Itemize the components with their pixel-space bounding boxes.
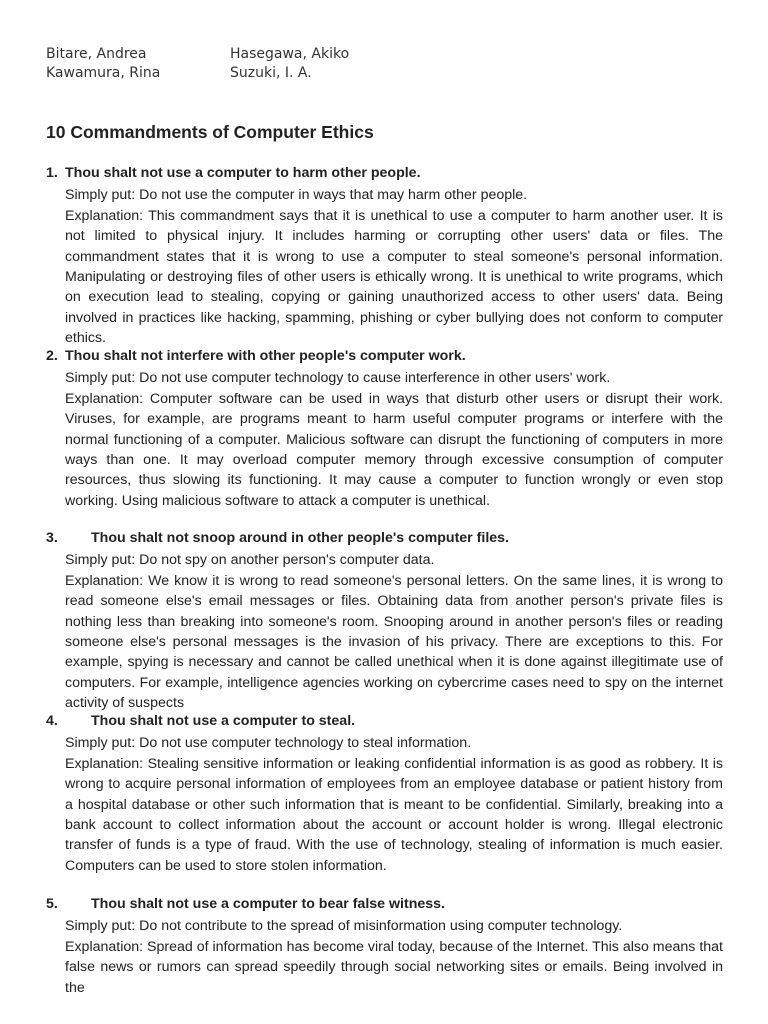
explanation-text: Explanation: We know it is wrong to read someone's personal letters. On the same lines, it is wrong to read someone else's email messages or files. Obtaining data from another person's private files is nothing less than breaking into someone's room. Snooping around in another person's files or reading someone else's personal messages is the invasion of his privacy. There are exceptions to this. For example, spying is necessary and cannot be called unethical when it is done against illegitimate use of computers. For example, intelligence agencies working on cybercrime cases need to spy on the internet activity of suspects — [65, 572, 723, 712]
commandment-number: 1. — [46, 165, 58, 181]
commandment-number: 2. — [46, 348, 58, 364]
simply-put-text: Simply put: Do not use computer technology to cause interference in other users' work. — [65, 370, 611, 387]
explanation-text: Explanation: Spread of information has become viral today, because of the Internet. This also means that false news or rumors can spread speedily through social networking sites or emails. Being involved in the — [65, 938, 723, 996]
author-row — [46, 45, 349, 64]
simply-put-text: Simply put: Do not use the computer in ways that may harm other people. — [65, 187, 528, 204]
commandment-5 — [46, 894, 723, 998]
commandment-number: 3. — [46, 530, 58, 546]
commandment-number: 5. — [46, 896, 58, 912]
explanation-text: Explanation: This commandment says that it is unethical to use a computer to harm another user. It is not limited to physical injury. It includes harming or corrupting other users' data or files. The commandment states that it is wrong to use a computer to steal someone's personal information. Manipulating or destroying files of other users is ethically wrong. It is unethical to write programs, which on execution lead to stealing, copying or gaining unauthorized access to other users' data. Being involved in practices like hacking, spamming, phishing or cyber bullying does not conform to computer ethics. — [65, 207, 723, 347]
commandment-number: 4. — [46, 713, 58, 729]
document-title: 10 Commandments of Computer Ethics — [46, 122, 374, 142]
author-name: Kawamura, Rina — [46, 65, 161, 81]
commandment-title: Thou shalt not use a computer to harm other people. — [65, 165, 421, 181]
author-name: Hasegawa, Akiko — [230, 46, 350, 62]
explanation-text: Explanation: Computer software can be used in ways that disturb other users or disrupt their work. Viruses, for example, are programs meant to harm useful computer programs or interfere with the normal functioning of a computer. Malicious software can disrupt the functioning of computers in more ways than one. It may overload computer memory through excessive consumption of computer resources, thus slowing its functioning. It may cause a computer to function wrongly or even stop working. Using malicious software to attack a computer is unethical. — [65, 390, 723, 509]
author-name: Suzuki, I. A. — [230, 65, 312, 81]
author-list — [46, 45, 349, 83]
commandment-body — [65, 733, 723, 876]
author-row — [46, 64, 349, 83]
commandment-heading — [46, 163, 723, 183]
commandment-title: Thou shalt not snoop around in other people's computer files. — [91, 530, 509, 546]
commandment-body — [65, 550, 723, 713]
explanation-text: Explanation: Stealing sensitive information or leaking confidential information is as good as robbery. It is wrong to acquire personal information of employees from an employee database or patient history from a hospital database or other such information that is meant to be confidential. Similarly, breaking into a bank account to collect information about the account or account holder is wrong. Illegal electronic transfer of funds is a type of fraud. With the use of technology, stealing of information is much easier. Computers can be used to store stolen information. — [65, 755, 723, 874]
commandment-body — [65, 185, 723, 348]
simply-put-text: Simply put: Do not use computer technology to steal information. — [65, 735, 472, 752]
commandment-2 — [46, 346, 723, 511]
commandment-body — [65, 368, 723, 511]
commandment-title: Thou shalt not use a computer to steal. — [91, 713, 356, 729]
commandment-heading — [46, 528, 723, 548]
commandment-heading — [46, 894, 723, 914]
commandment-3 — [46, 528, 723, 714]
commandment-heading — [46, 711, 723, 731]
commandment-1 — [46, 163, 723, 349]
simply-put-text: Simply put: Do not spy on another person's computer data. — [65, 552, 435, 569]
commandment-4 — [46, 711, 723, 876]
commandment-title: Thou shalt not use a computer to bear false witness. — [91, 896, 445, 912]
author-name: Bitare, Andrea — [46, 46, 147, 62]
commandment-title: Thou shalt not interfere with other people's computer work. — [65, 348, 466, 364]
commandment-body — [65, 916, 723, 998]
simply-put-text: Simply put: Do not contribute to the spread of misinformation using computer technology. — [65, 918, 623, 935]
commandment-heading — [46, 346, 723, 366]
